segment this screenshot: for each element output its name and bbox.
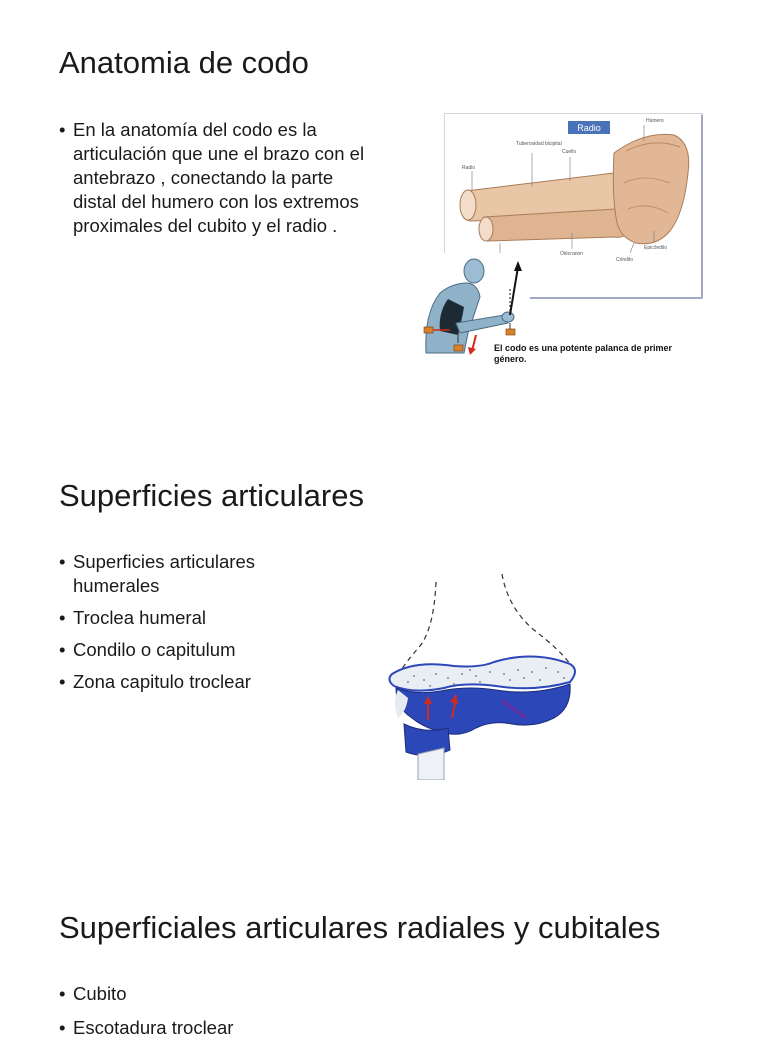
radio-header-label: Radio [577,123,601,133]
list-item: • Zona capitulo troclear [59,670,319,694]
bullet-list [59,550,319,694]
list-item: • Troclea humeral [59,606,319,630]
list-item: • En la anatomía del codo es la articulación que une el brazo con el antebrazo , conectando la parte distal del humero con los extremos proximales del cubito y el radio . [59,118,379,238]
list-item: • Condilo o capitulum [59,638,319,662]
slide-title: Anatomia de codo [59,45,309,80]
figure-caption: El codo es una potente palanca de primer género. [494,343,673,364]
list-item: • Superficies articulares humerales [59,550,319,598]
slide-superficies-articulares [0,430,768,860]
slide-anatomia-codo [0,0,768,430]
label-olecranon: Olécranon [560,251,584,257]
list-item: • Escotadura troclear [59,1016,459,1040]
bullet-list [59,118,379,238]
label-humero: Húmero [646,118,664,124]
slide-title: Superficiales articulares radiales y cubitales [59,910,661,945]
lever-arm-illustration [418,253,530,357]
distal-humerus-figure [384,568,590,780]
lever-figure [418,253,530,357]
list-item: • Cubito [59,982,459,1006]
distal-humerus-illustration [384,568,590,780]
slide-title: Superficies articulares [59,478,364,513]
label-epicondilo: Epicóndilo [644,245,668,251]
label-radio: Radio [462,165,476,171]
label-tuberosidad: Tuberosidad bicipital [516,141,562,147]
label-condilo: Cóndilo [616,257,633,263]
bullet-list [59,982,459,1040]
label-cuello: Cuello [562,149,577,155]
slide-superficiales-radiales-cubitales [0,860,768,1038]
